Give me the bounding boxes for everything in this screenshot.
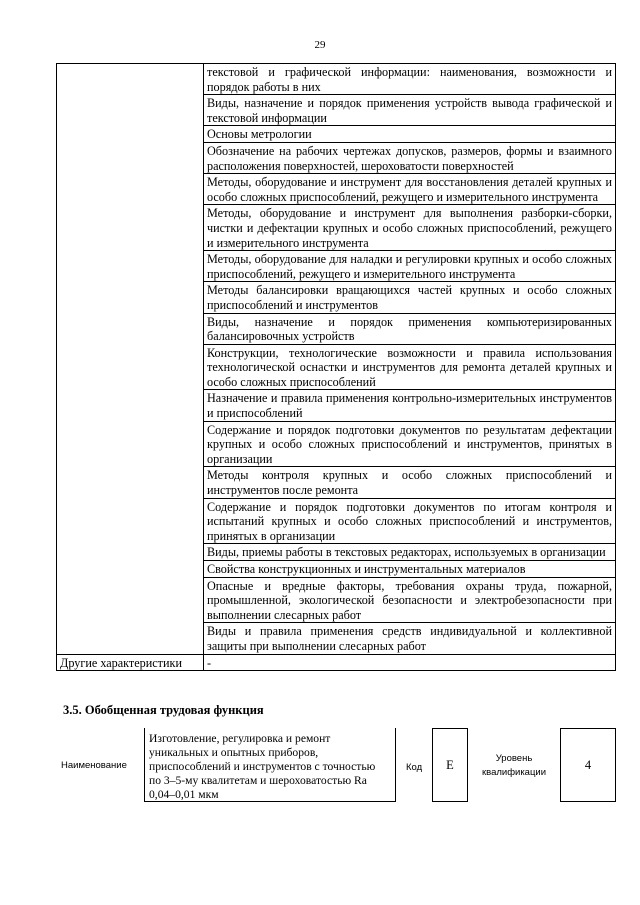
- knowledge-item: Виды, назначение и порядок применения устройств вывода графической и текстовой информации: [204, 95, 616, 126]
- required-knowledge-table: [56, 63, 616, 671]
- qualification-level-field: [560, 728, 616, 802]
- knowledge-item: Содержание и порядок подготовки документов по результатам дефектации крупных и особо сложных приспособлений и инструментов, принятых в организации: [204, 421, 616, 467]
- table-row: [57, 64, 616, 95]
- function-name-value: Изготовление, регулировка и ремонт уникальных и опытных приборов, приспособлений и инструментов с точностью по 3–5-му квалитетам и шероховатостью Ra 0,04–0,01 мкм: [149, 732, 376, 801]
- knowledge-item: Методы, оборудование и инструмент для выполнения разборки-сборки, чистки и дефектации крупных и особо сложных приспособлений, режущего и измерительного инструмента: [204, 205, 616, 251]
- knowledge-item: Методы балансировки вращающихся частей крупных и особо сложных приспособлений и инструментов: [204, 282, 616, 313]
- knowledge-item: Методы, оборудование для наладки и регулировки крупных и особо сложных приспособлений, режущего и измерительного инструмента: [204, 251, 616, 282]
- code-value: E: [446, 757, 454, 772]
- knowledge-item: Конструкции, технологические возможности и правила использования технологической оснастки и инструментов для ремонта деталей крупных и особо сложных приспособлений: [204, 344, 616, 390]
- other-characteristics-value: -: [204, 654, 616, 671]
- knowledge-item: Основы метрологии: [204, 126, 616, 143]
- knowledge-item: Свойства конструкционных и инструментальных материалов: [204, 561, 616, 578]
- section-title: 3.5. Обобщенная трудовая функция: [63, 703, 264, 717]
- name-label: Наименование: [61, 760, 127, 771]
- knowledge-item: Содержание и порядок подготовки документов по итогам контроля и испытаний крупных и особо сложных приспособлений и инструментов, принятых в организации: [204, 498, 616, 544]
- function-name-field: [144, 728, 396, 802]
- knowledge-item: Виды и правила применения средств индивидуальной и коллективной защиты при выполнении слесарных работ: [204, 623, 616, 654]
- page-number: 29: [314, 39, 326, 51]
- knowledge-item: Опасные и вредные факторы, требования охраны труда, пожарной, промышленной, экологической безопасности и электробезопасности при выполнении слесарных работ: [204, 577, 616, 623]
- row-label-cell: [57, 64, 204, 655]
- other-characteristics-label: Другие характеристики: [57, 654, 204, 671]
- knowledge-item: Методы контроля крупных и особо сложных приспособлений и инструментов после ремонта: [204, 467, 616, 498]
- qualification-level-label: Уровень квалификации: [481, 753, 547, 778]
- other-characteristics-row: [57, 654, 616, 671]
- knowledge-item: Виды, приемы работы в текстовых редакторах, используемых в организации: [204, 544, 616, 561]
- knowledge-item: Назначение и правила применения контрольно-измерительных инструментов и приспособлений: [204, 390, 616, 421]
- knowledge-item: Методы, оборудование и инструмент для восстановления деталей крупных и особо сложных приспособлений, режущего и измерительного инструмента: [204, 174, 616, 205]
- knowledge-item: Виды, назначение и порядок применения компьютеризированных балансировочных устройств: [204, 313, 616, 344]
- knowledge-item: Обозначение на рабочих чертежах допусков, размеров, формы и взаимного расположения поверхностей, шероховатости поверхностей: [204, 142, 616, 173]
- qualification-level-value: 4: [584, 757, 592, 772]
- code-field: [432, 728, 468, 802]
- code-label: Код: [406, 762, 423, 773]
- knowledge-item: текстовой и графической информации: наименования, возможности и порядок работы в них: [204, 64, 616, 95]
